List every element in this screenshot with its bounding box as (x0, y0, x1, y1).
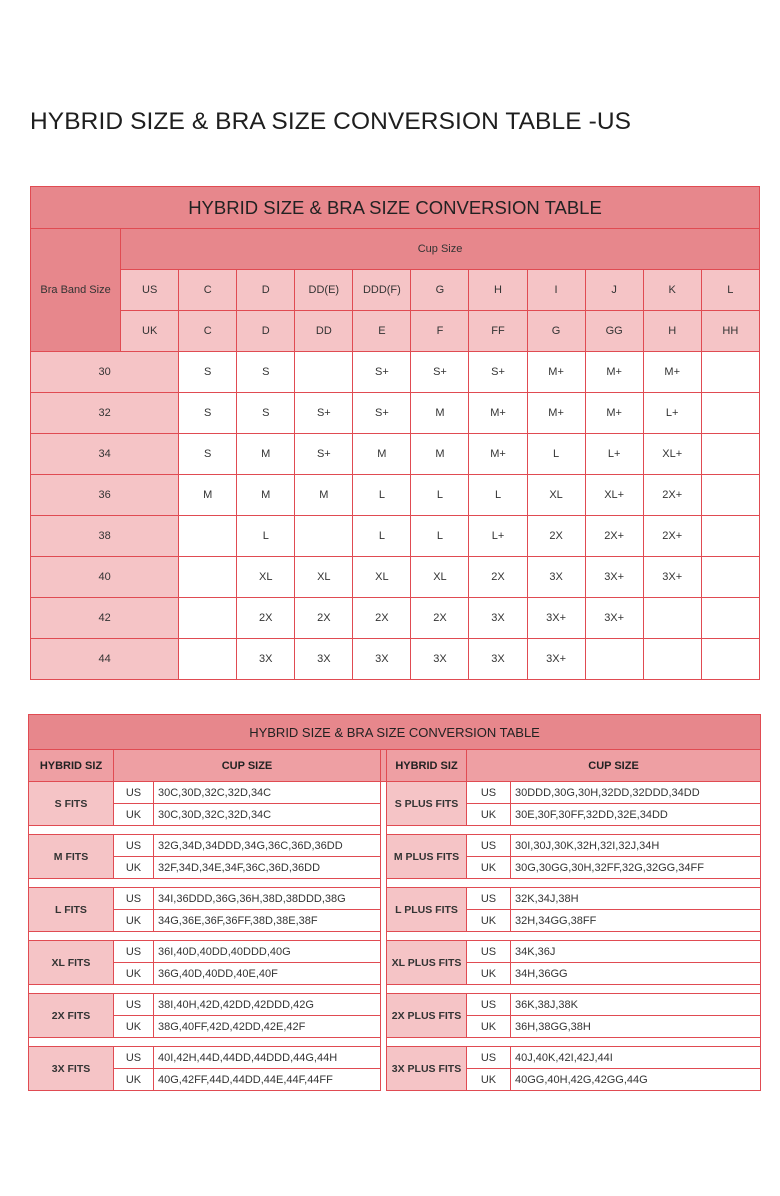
us-cup-values: 32G,34D,34DDD,34G,36C,36D,36DD (154, 835, 381, 857)
spacer-left (29, 1038, 381, 1047)
band-size: 42 (31, 598, 179, 639)
uk-label: UK (114, 910, 154, 932)
hybrid-size-cell: S (237, 352, 295, 393)
group-spacer (29, 985, 761, 994)
fit-row (29, 888, 761, 910)
hybrid-size-cell: 2X (527, 516, 585, 557)
hybrid-size-cell: S (237, 393, 295, 434)
us-cup-size: H (469, 270, 527, 311)
spacer-right (387, 879, 761, 888)
spacer-right (387, 932, 761, 941)
hybrid-size-header-right: HYBRID SIZ (387, 750, 467, 782)
uk-cup-size: H (643, 311, 701, 352)
fit-row (29, 782, 761, 804)
us-cup-size: D (237, 270, 295, 311)
fit-label: 2X FITS (29, 994, 114, 1038)
spacer-left (29, 826, 381, 835)
us-cup-size: DD(E) (295, 270, 353, 311)
uk-label: UK (114, 804, 154, 826)
hybrid-size-cell: 2X (353, 598, 411, 639)
table1-title: HYBRID SIZE & BRA SIZE CONVERSION TABLE (31, 187, 760, 229)
uk-label: UK (114, 1069, 154, 1091)
hybrid-size-cell: M (237, 434, 295, 475)
fit-label: S FITS (29, 782, 114, 826)
uk-cup-values: 30G,30GG,30H,32FF,32G,32GG,34FF (511, 857, 761, 879)
group-spacer (29, 1038, 761, 1047)
uk-cup-size: HH (701, 311, 759, 352)
uk-label: UK (114, 857, 154, 879)
hybrid-size-cell (179, 516, 237, 557)
hybrid-size-cell: 3X+ (585, 598, 643, 639)
uk-cup-values: 36G,40D,40DD,40E,40F (154, 963, 381, 985)
hybrid-size-cell: S (179, 393, 237, 434)
uk-cup-values: 30E,30F,30FF,32DD,32E,34DD (511, 804, 761, 826)
us-label: US (467, 782, 511, 804)
us-label: US (121, 270, 179, 311)
hybrid-size-cell: S+ (469, 352, 527, 393)
uk-cup-size: G (527, 311, 585, 352)
uk-cup-size: GG (585, 311, 643, 352)
band-size: 30 (31, 352, 179, 393)
uk-cup-values: 36H,38GG,38H (511, 1016, 761, 1038)
band-size: 44 (31, 639, 179, 680)
fit-label: M FITS (29, 835, 114, 879)
hybrid-size-cell: L (411, 475, 469, 516)
hybrid-size-cell: M+ (527, 352, 585, 393)
cup-size-column-header-right: CUP SIZE (467, 750, 761, 782)
uk-cup-values: 34H,36GG (511, 963, 761, 985)
hybrid-size-cell: S+ (411, 352, 469, 393)
cup-size-header: Cup Size (121, 229, 760, 270)
uk-cup-size: E (353, 311, 411, 352)
uk-label: UK (467, 1016, 511, 1038)
hybrid-size-cell (701, 434, 759, 475)
hybrid-size-cell: 2X+ (585, 516, 643, 557)
hybrid-size-cell: 2X+ (643, 516, 701, 557)
us-label: US (467, 888, 511, 910)
us-cup-values: 38I,40H,42D,42DD,42DDD,42G (154, 994, 381, 1016)
hybrid-size-cell (585, 639, 643, 680)
spacer-right (387, 1038, 761, 1047)
fit-label: L FITS (29, 888, 114, 932)
band-row (31, 516, 760, 557)
uk-cup-size: D (237, 311, 295, 352)
group-spacer (29, 879, 761, 888)
hybrid-size-cell (701, 639, 759, 680)
hybrid-size-cell: M (295, 475, 353, 516)
uk-label: UK (114, 1016, 154, 1038)
uk-label: UK (467, 857, 511, 879)
us-cup-values: 30DDD,30G,30H,32DD,32DDD,34DD (511, 782, 761, 804)
hybrid-size-cell: L+ (643, 393, 701, 434)
us-cup-values: 40J,40K,42I,42J,44I (511, 1047, 761, 1069)
uk-label: UK (467, 1069, 511, 1091)
hybrid-size-cell: M (237, 475, 295, 516)
hybrid-size-cell: 3X (527, 557, 585, 598)
hybrid-size-cell: L+ (585, 434, 643, 475)
hybrid-size-cell: S (179, 352, 237, 393)
hybrid-size-cell: 3X (411, 639, 469, 680)
us-cup-size: DDD(F) (353, 270, 411, 311)
hybrid-size-cell: 2X (469, 557, 527, 598)
hybrid-size-cell: L (411, 516, 469, 557)
band-size: 36 (31, 475, 179, 516)
plus-fit-label: M PLUS FITS (387, 835, 467, 879)
hybrid-size-cell: 2X+ (643, 475, 701, 516)
us-label: US (114, 782, 154, 804)
us-cup-size: C (179, 270, 237, 311)
band-row (31, 393, 760, 434)
band-size: 40 (31, 557, 179, 598)
hybrid-size-cell: S+ (353, 393, 411, 434)
uk-label: UK (114, 963, 154, 985)
hybrid-size-cell (701, 598, 759, 639)
fit-row (29, 994, 761, 1016)
band-row (31, 598, 760, 639)
hybrid-size-cell (179, 639, 237, 680)
us-cup-values: 30C,30D,32C,32D,34C (154, 782, 381, 804)
hybrid-size-cell: XL (295, 557, 353, 598)
us-label: US (114, 888, 154, 910)
hybrid-size-cell: M+ (643, 352, 701, 393)
fit-row (29, 835, 761, 857)
plus-fit-label: 2X PLUS FITS (387, 994, 467, 1038)
us-cup-values: 34K,36J (511, 941, 761, 963)
us-cup-values: 36I,40D,40DD,40DDD,40G (154, 941, 381, 963)
spacer-right (387, 826, 761, 835)
hybrid-size-cell: XL+ (643, 434, 701, 475)
hybrid-size-cell (295, 352, 353, 393)
hybrid-size-cell (701, 352, 759, 393)
hybrid-size-cell: 3X (353, 639, 411, 680)
hybrid-size-cell: L (469, 475, 527, 516)
plus-fit-label: XL PLUS FITS (387, 941, 467, 985)
hybrid-size-cell: 3X (237, 639, 295, 680)
us-label: US (467, 994, 511, 1016)
group-spacer (29, 932, 761, 941)
hybrid-size-cell: M (411, 393, 469, 434)
hybrid-size-cell: M (353, 434, 411, 475)
hybrid-size-cell: M (411, 434, 469, 475)
cup-size-conversion-table (30, 186, 760, 680)
hybrid-size-cell (701, 475, 759, 516)
hybrid-size-cell: M+ (469, 393, 527, 434)
us-cup-values: 30I,30J,30K,32H,32I,32J,34H (511, 835, 761, 857)
us-label: US (467, 1047, 511, 1069)
band-row (31, 352, 760, 393)
cup-size-column-header: CUP SIZE (114, 750, 381, 782)
hybrid-size-cell (701, 393, 759, 434)
hybrid-size-cell (701, 557, 759, 598)
us-cup-values: 32K,34J,38H (511, 888, 761, 910)
us-label: US (467, 835, 511, 857)
us-cup-size: G (411, 270, 469, 311)
us-cup-values: 34I,36DDD,36G,36H,38D,38DDD,38G (154, 888, 381, 910)
uk-cup-values: 34G,36E,36F,36FF,38D,38E,38F (154, 910, 381, 932)
uk-cup-values: 32F,34D,34E,34F,36C,36D,36DD (154, 857, 381, 879)
plus-fit-label: 3X PLUS FITS (387, 1047, 467, 1091)
uk-cup-values: 40G,42FF,44D,44DD,44E,44F,44FF (154, 1069, 381, 1091)
hybrid-size-cell (643, 639, 701, 680)
hybrid-size-cell (179, 557, 237, 598)
hybrid-size-cell: M (179, 475, 237, 516)
hybrid-size-cell: 3X (469, 598, 527, 639)
bra-band-size-header: Bra Band Size (31, 229, 121, 352)
uk-cup-size: DD (295, 311, 353, 352)
hybrid-size-header: HYBRID SIZ (29, 750, 114, 782)
hybrid-size-cell: 2X (411, 598, 469, 639)
hybrid-size-cell: 3X+ (643, 557, 701, 598)
hybrid-size-cell: XL+ (585, 475, 643, 516)
hybrid-size-cell: 3X (469, 639, 527, 680)
plus-fit-label: S PLUS FITS (387, 782, 467, 826)
hybrid-size-cell: 2X (237, 598, 295, 639)
uk-cup-values: 40GG,40H,42G,42GG,44G (511, 1069, 761, 1091)
us-cup-values: 36K,38J,38K (511, 994, 761, 1016)
us-cup-size: J (585, 270, 643, 311)
fit-row (29, 1047, 761, 1069)
uk-cup-values: 32H,34GG,38FF (511, 910, 761, 932)
hybrid-size-cell: XL (237, 557, 295, 598)
us-label: US (114, 1047, 154, 1069)
hybrid-size-cell: M+ (527, 393, 585, 434)
us-label: US (467, 941, 511, 963)
hybrid-size-cell: XL (411, 557, 469, 598)
hybrid-size-cell: 3X+ (527, 639, 585, 680)
us-cup-size: K (643, 270, 701, 311)
band-size: 32 (31, 393, 179, 434)
uk-cup-size: FF (469, 311, 527, 352)
hybrid-size-cell: L (353, 475, 411, 516)
us-cup-size: L (701, 270, 759, 311)
band-size: 38 (31, 516, 179, 557)
group-spacer (29, 826, 761, 835)
hybrid-size-cell: S (179, 434, 237, 475)
hybrid-size-cell: XL (353, 557, 411, 598)
hybrid-size-cell: S+ (295, 434, 353, 475)
us-label: US (114, 941, 154, 963)
fit-label: XL FITS (29, 941, 114, 985)
hybrid-size-cell: L (527, 434, 585, 475)
hybrid-size-cell: 3X+ (585, 557, 643, 598)
hybrid-size-cell: 2X (295, 598, 353, 639)
band-row (31, 639, 760, 680)
fit-row (29, 941, 761, 963)
us-cup-size: I (527, 270, 585, 311)
table2-title: HYBRID SIZE & BRA SIZE CONVERSION TABLE (29, 715, 761, 750)
hybrid-size-cell: S+ (295, 393, 353, 434)
hybrid-size-cell: L (237, 516, 295, 557)
uk-label: UK (467, 963, 511, 985)
hybrid-size-cell (295, 516, 353, 557)
fit-label: 3X FITS (29, 1047, 114, 1091)
band-row (31, 557, 760, 598)
plus-fit-label: L PLUS FITS (387, 888, 467, 932)
hybrid-size-cell: S+ (353, 352, 411, 393)
hybrid-size-cell: 3X+ (527, 598, 585, 639)
hybrid-size-cell (643, 598, 701, 639)
spacer-left (29, 985, 381, 994)
band-row (31, 475, 760, 516)
us-cup-values: 40I,42H,44D,44DD,44DDD,44G,44H (154, 1047, 381, 1069)
uk-cup-values: 38G,40FF,42D,42DD,42E,42F (154, 1016, 381, 1038)
hybrid-size-cell: M+ (585, 352, 643, 393)
uk-label: UK (467, 804, 511, 826)
hybrid-fit-table (28, 714, 761, 1091)
spacer-left (29, 879, 381, 888)
spacer-right (387, 985, 761, 994)
uk-cup-size: C (179, 311, 237, 352)
page-title: HYBRID SIZE & BRA SIZE CONVERSION TABLE -US (30, 108, 632, 135)
uk-cup-values: 30C,30D,32C,32D,34C (154, 804, 381, 826)
hybrid-size-cell: M+ (469, 434, 527, 475)
hybrid-size-cell (701, 516, 759, 557)
hybrid-size-cell: L+ (469, 516, 527, 557)
band-size: 34 (31, 434, 179, 475)
uk-label: UK (121, 311, 179, 352)
us-label: US (114, 994, 154, 1016)
hybrid-size-cell: M+ (585, 393, 643, 434)
spacer-left (29, 932, 381, 941)
hybrid-size-cell: XL (527, 475, 585, 516)
us-label: US (114, 835, 154, 857)
hybrid-size-cell: L (353, 516, 411, 557)
uk-label: UK (467, 910, 511, 932)
uk-cup-size: F (411, 311, 469, 352)
hybrid-size-cell: 3X (295, 639, 353, 680)
hybrid-size-cell (179, 598, 237, 639)
band-row (31, 434, 760, 475)
